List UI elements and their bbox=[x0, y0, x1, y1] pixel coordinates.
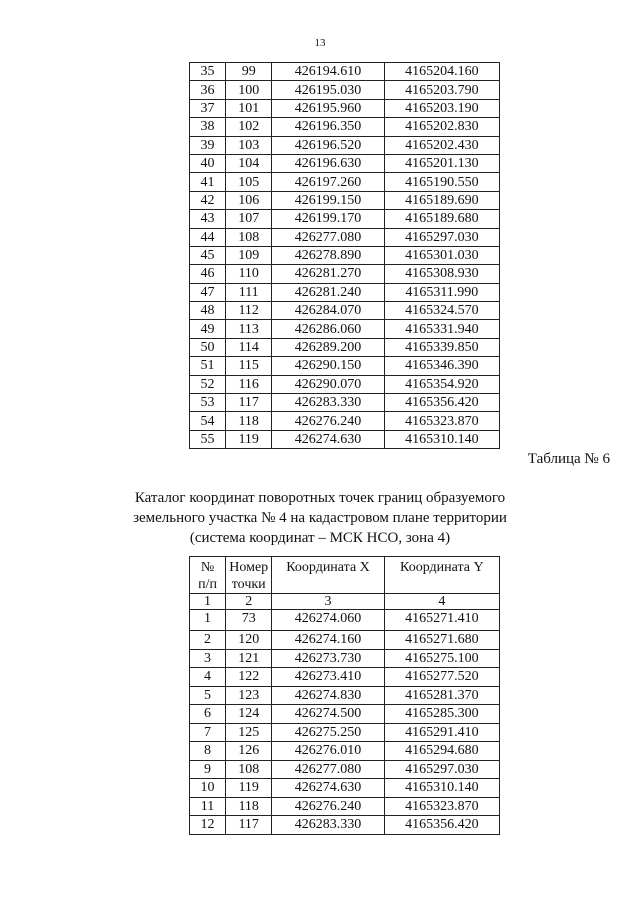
cell-coordinate-y: 4165301.030 bbox=[384, 246, 499, 264]
table-row bbox=[190, 81, 500, 99]
cell-coordinate-y: 4165311.990 bbox=[384, 283, 499, 301]
cell-coordinate-y: 4165281.370 bbox=[384, 686, 499, 705]
cell-point-number: 107 bbox=[226, 210, 272, 228]
cell-coordinate-y: 4165201.130 bbox=[384, 154, 499, 172]
cell-row-number: 40 bbox=[190, 154, 226, 172]
cell-point-number: 105 bbox=[226, 173, 272, 191]
cell-coordinate-y: 4165189.680 bbox=[384, 210, 499, 228]
cell-coordinate-x: 426195.030 bbox=[272, 81, 384, 99]
cell-row-number: 55 bbox=[190, 430, 226, 448]
cell-row-number: 43 bbox=[190, 210, 226, 228]
cell-point-number: 126 bbox=[226, 742, 272, 761]
cell-row-number: 12 bbox=[190, 816, 226, 835]
cell-coordinate-x: 426274.500 bbox=[272, 705, 384, 724]
cell-coordinate-y: 4165294.680 bbox=[384, 742, 499, 761]
cell-coordinate-x: 426274.630 bbox=[272, 779, 384, 798]
header-row bbox=[190, 557, 500, 594]
cell-point-number: 108 bbox=[226, 228, 272, 246]
cell-point-number: 103 bbox=[226, 136, 272, 154]
cell-coordinate-y: 4165346.390 bbox=[384, 357, 499, 375]
cell-point-number: 124 bbox=[226, 705, 272, 724]
cell-point-number: 110 bbox=[226, 265, 272, 283]
cell-point-number: 121 bbox=[226, 649, 272, 668]
cell-coordinate-y: 4165310.140 bbox=[384, 779, 499, 798]
catalog-title-line-1: Каталог координат поворотных точек границ образуемого bbox=[134, 490, 506, 506]
cell-coordinate-y: 4165308.930 bbox=[384, 265, 499, 283]
cell-coordinate-x: 426276.240 bbox=[272, 412, 384, 430]
cell-coordinate-x: 426284.070 bbox=[272, 302, 384, 320]
cell-coordinate-x: 426195.960 bbox=[272, 99, 384, 117]
column-number: 4 bbox=[384, 594, 499, 610]
cell-row-number: 44 bbox=[190, 228, 226, 246]
cell-coordinate-x: 426277.080 bbox=[272, 228, 384, 246]
cell-coordinate-x: 426274.060 bbox=[272, 610, 384, 631]
cell-coordinate-x: 426273.410 bbox=[272, 668, 384, 687]
table-row bbox=[190, 191, 500, 209]
cell-coordinate-y: 4165331.940 bbox=[384, 320, 499, 338]
cell-coordinate-x: 426274.630 bbox=[272, 430, 384, 448]
cell-coordinate-x: 426199.170 bbox=[272, 210, 384, 228]
cell-point-number: 101 bbox=[226, 99, 272, 117]
cell-point-number: 118 bbox=[226, 412, 272, 430]
cell-coordinate-x: 426194.610 bbox=[272, 63, 384, 81]
cell-coordinate-y: 4165204.160 bbox=[384, 63, 499, 81]
cell-coordinate-y: 4165203.190 bbox=[384, 99, 499, 117]
cell-coordinate-x: 426286.060 bbox=[272, 320, 384, 338]
cell-coordinate-y: 4165190.550 bbox=[384, 173, 499, 191]
cell-coordinate-x: 426275.250 bbox=[272, 723, 384, 742]
coordinates-table-6 bbox=[189, 556, 500, 835]
table-row bbox=[190, 228, 500, 246]
cell-coordinate-y: 4165297.030 bbox=[384, 760, 499, 779]
cell-coordinate-x: 426289.200 bbox=[272, 338, 384, 356]
column-number: 2 bbox=[226, 594, 272, 610]
catalog-title-line-3: (система координат – МСК НСО, зона 4) bbox=[189, 530, 451, 546]
table-row bbox=[190, 173, 500, 191]
header-point-number: Номер точки bbox=[226, 557, 272, 594]
table-row bbox=[190, 63, 500, 81]
cell-row-number: 46 bbox=[190, 265, 226, 283]
table-row bbox=[190, 320, 500, 338]
cell-row-number: 11 bbox=[190, 797, 226, 816]
cell-coordinate-x: 426196.520 bbox=[272, 136, 384, 154]
cell-coordinate-x: 426196.630 bbox=[272, 154, 384, 172]
cell-row-number: 36 bbox=[190, 81, 226, 99]
table-row bbox=[190, 136, 500, 154]
cell-row-number: 35 bbox=[190, 63, 226, 81]
table-row bbox=[190, 430, 500, 448]
table-row bbox=[190, 246, 500, 264]
cell-point-number: 73 bbox=[226, 610, 272, 631]
table-row bbox=[190, 797, 500, 816]
table-row bbox=[190, 742, 500, 761]
cell-coordinate-x: 426290.150 bbox=[272, 357, 384, 375]
cell-coordinate-y: 4165275.100 bbox=[384, 649, 499, 668]
cell-coordinate-y: 4165271.680 bbox=[384, 631, 499, 650]
cell-coordinate-y: 4165297.030 bbox=[384, 228, 499, 246]
cell-point-number: 99 bbox=[226, 63, 272, 81]
cell-coordinate-y: 4165310.140 bbox=[384, 430, 499, 448]
cell-point-number: 109 bbox=[226, 246, 272, 264]
cell-point-number: 113 bbox=[226, 320, 272, 338]
cell-row-number: 1 bbox=[190, 610, 226, 631]
coordinates-table-body bbox=[190, 610, 500, 835]
cell-coordinate-x: 426196.350 bbox=[272, 118, 384, 136]
cell-point-number: 100 bbox=[226, 81, 272, 99]
cell-row-number: 42 bbox=[190, 191, 226, 209]
cell-coordinate-x: 426278.890 bbox=[272, 246, 384, 264]
cell-coordinate-y: 4165339.850 bbox=[384, 338, 499, 356]
table-row bbox=[190, 210, 500, 228]
cell-coordinate-y: 4165202.830 bbox=[384, 118, 499, 136]
cell-coordinate-x: 426273.730 bbox=[272, 649, 384, 668]
cell-point-number: 119 bbox=[226, 779, 272, 798]
cell-point-number: 102 bbox=[226, 118, 272, 136]
header-coordinate-y: Координата Y bbox=[384, 557, 499, 594]
cell-coordinate-y: 4165291.410 bbox=[384, 723, 499, 742]
cell-point-number: 108 bbox=[226, 760, 272, 779]
cell-coordinate-x: 426290.070 bbox=[272, 375, 384, 393]
table-row bbox=[190, 338, 500, 356]
cell-point-number: 112 bbox=[226, 302, 272, 320]
cell-row-number: 41 bbox=[190, 173, 226, 191]
cell-coordinate-y: 4165202.430 bbox=[384, 136, 499, 154]
cell-row-number: 39 bbox=[190, 136, 226, 154]
cell-coordinate-x: 426276.240 bbox=[272, 797, 384, 816]
table-row bbox=[190, 723, 500, 742]
cell-row-number: 10 bbox=[190, 779, 226, 798]
cell-row-number: 6 bbox=[190, 705, 226, 724]
cell-point-number: 116 bbox=[226, 375, 272, 393]
cell-coordinate-x: 426276.010 bbox=[272, 742, 384, 761]
cell-point-number: 104 bbox=[226, 154, 272, 172]
cell-coordinate-y: 4165354.920 bbox=[384, 375, 499, 393]
cell-point-number: 120 bbox=[226, 631, 272, 650]
header-coordinate-x: Координата X bbox=[272, 557, 384, 594]
cell-coordinate-x: 426277.080 bbox=[272, 760, 384, 779]
cell-row-number: 52 bbox=[190, 375, 226, 393]
cell-row-number: 7 bbox=[190, 723, 226, 742]
cell-coordinate-y: 4165285.300 bbox=[384, 705, 499, 724]
cell-row-number: 3 bbox=[190, 649, 226, 668]
table-row bbox=[190, 760, 500, 779]
cell-row-number: 9 bbox=[190, 760, 226, 779]
cell-coordinate-y: 4165323.870 bbox=[384, 797, 499, 816]
table-row bbox=[190, 631, 500, 650]
table-row bbox=[190, 375, 500, 393]
cell-coordinate-y: 4165271.410 bbox=[384, 610, 499, 631]
cell-row-number: 51 bbox=[190, 357, 226, 375]
table-row bbox=[190, 816, 500, 835]
cell-coordinate-y: 4165203.790 bbox=[384, 81, 499, 99]
table-row bbox=[190, 283, 500, 301]
cell-row-number: 38 bbox=[190, 118, 226, 136]
catalog-title-line-2: земельного участка № 4 на кадастровом плане территории bbox=[133, 510, 507, 526]
cell-row-number: 48 bbox=[190, 302, 226, 320]
cell-coordinate-x: 426199.150 bbox=[272, 191, 384, 209]
cell-coordinate-x: 426283.330 bbox=[272, 816, 384, 835]
cell-row-number: 8 bbox=[190, 742, 226, 761]
cell-point-number: 119 bbox=[226, 430, 272, 448]
table-row bbox=[190, 302, 500, 320]
cell-point-number: 115 bbox=[226, 357, 272, 375]
table-row bbox=[190, 412, 500, 430]
column-number: 3 bbox=[272, 594, 384, 610]
table-row bbox=[190, 154, 500, 172]
cell-row-number: 2 bbox=[190, 631, 226, 650]
coordinates-table-body bbox=[190, 63, 500, 449]
cell-coordinate-x: 426281.240 bbox=[272, 283, 384, 301]
cell-point-number: 117 bbox=[226, 394, 272, 412]
cell-point-number: 122 bbox=[226, 668, 272, 687]
catalog-title bbox=[0, 488, 640, 548]
column-number: 1 bbox=[190, 594, 226, 610]
cell-coordinate-y: 4165356.420 bbox=[384, 394, 499, 412]
cell-row-number: 45 bbox=[190, 246, 226, 264]
table-row bbox=[190, 705, 500, 724]
table-row bbox=[190, 610, 500, 631]
cell-row-number: 37 bbox=[190, 99, 226, 117]
header-no: № п/п bbox=[190, 557, 226, 594]
cell-coordinate-y: 4165277.520 bbox=[384, 668, 499, 687]
table-row bbox=[190, 99, 500, 117]
page-number: 13 bbox=[314, 37, 326, 49]
cell-coordinate-y: 4165189.690 bbox=[384, 191, 499, 209]
table-header bbox=[190, 557, 500, 610]
table-caption: Таблица № 6 bbox=[527, 451, 610, 467]
cell-coordinate-y: 4165323.870 bbox=[384, 412, 499, 430]
cell-point-number: 118 bbox=[226, 797, 272, 816]
cell-row-number: 54 bbox=[190, 412, 226, 430]
table-row bbox=[190, 779, 500, 798]
cell-coordinate-x: 426274.160 bbox=[272, 631, 384, 650]
cell-row-number: 49 bbox=[190, 320, 226, 338]
table-row bbox=[190, 668, 500, 687]
table-row bbox=[190, 649, 500, 668]
cell-coordinate-x: 426281.270 bbox=[272, 265, 384, 283]
cell-coordinate-x: 426197.260 bbox=[272, 173, 384, 191]
cell-row-number: 47 bbox=[190, 283, 226, 301]
column-numbering-row bbox=[190, 594, 500, 610]
table-row bbox=[190, 118, 500, 136]
cell-point-number: 117 bbox=[226, 816, 272, 835]
cell-point-number: 111 bbox=[226, 283, 272, 301]
table-row bbox=[190, 686, 500, 705]
cell-coordinate-y: 4165324.570 bbox=[384, 302, 499, 320]
cell-row-number: 50 bbox=[190, 338, 226, 356]
coordinates-table-continued bbox=[189, 62, 500, 449]
cell-row-number: 53 bbox=[190, 394, 226, 412]
cell-point-number: 123 bbox=[226, 686, 272, 705]
cell-row-number: 5 bbox=[190, 686, 226, 705]
cell-coordinate-x: 426274.830 bbox=[272, 686, 384, 705]
table-row bbox=[190, 357, 500, 375]
cell-coordinate-y: 4165356.420 bbox=[384, 816, 499, 835]
cell-point-number: 106 bbox=[226, 191, 272, 209]
cell-row-number: 4 bbox=[190, 668, 226, 687]
table-row bbox=[190, 265, 500, 283]
cell-point-number: 114 bbox=[226, 338, 272, 356]
table-row bbox=[190, 394, 500, 412]
cell-point-number: 125 bbox=[226, 723, 272, 742]
cell-coordinate-x: 426283.330 bbox=[272, 394, 384, 412]
